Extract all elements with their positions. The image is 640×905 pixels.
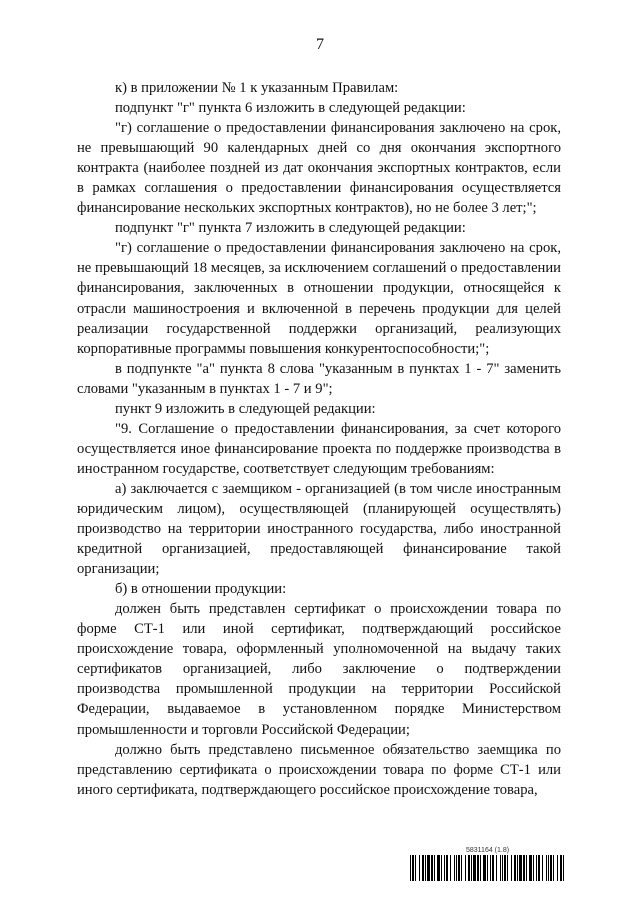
paragraph-10: б) в отношении продукции:	[115, 581, 287, 598]
paragraph-11: должен быть представлен сертификат о происхождении товара по форме СТ-1 или иной сертификат, подтверждающий российское происхождение товара, оформленный уполномоченной на выдачу таких сертификатов организацией, либо заключение о подтверждении производства промышленной продукции на территории Российской Федерации, выдаваемое в установленном порядке Министерством промышленности и торговли Российской Федерации;	[77, 601, 561, 738]
paragraph-8: "9. Соглашение о предоставлении финансирования, за счет которого осуществляется иное финансирование проекта по поддержке производства в иностранном государстве, соответствует следующим требованиям:	[77, 420, 561, 477]
document-code: 5831164 (1.8)	[466, 847, 510, 854]
page-number: 7	[316, 36, 324, 53]
paragraph-2: подпункт "г" пункта 6 изложить в следующей редакции:	[115, 100, 466, 117]
paragraph-3: "г) соглашение о предоставлении финансирования заключено на срок, не превышающий 90 календарных дней со дня окончания экспортного контракта (наиболее поздней из дат окончания экспортных контрактов, если в рамках соглашения о предоставлении финансирования осуществляется финансирование нескольких экспортных контрактов), но не более 3 лет;";	[77, 120, 561, 217]
paragraph-5: "г) соглашение о предоставлении финансирования заключено на срок, не превышающий 18 месяцев, за исключением соглашений о предоставлении финансирования, заключенных в отношении продукции, относящейся к отрасли машиностроения и включенной в перечень продукции для целей реализации государственной поддержки организаций, реализующих корпоративные программы повышения конкурентоспособности;";	[77, 240, 561, 357]
paragraph-7: пункт 9 изложить в следующей редакции:	[115, 400, 376, 417]
paragraph-12: должно быть представлено письменное обязательство заемщика по представлению сертификата о происхождении товара по форме СТ-1 или иного сертификата, подтверждающего российское происхождение товара,	[77, 741, 561, 798]
barcode-icon	[410, 855, 566, 881]
paragraph-1: к) в приложении № 1 к указанным Правилам:	[115, 80, 399, 96]
paragraph-6: в подпункте "а" пункта 8 слова "указанным в пунктах 1 - 7" заменить словами "указанным в пунктах 1 - 7 и 9";	[77, 360, 561, 397]
paragraph-4: подпункт "г" пункта 7 изложить в следующей редакции:	[115, 220, 466, 237]
paragraph-9: а) заключается с заемщиком - организацией (в том числе иностранным юридическим лицом), осуществляющей (планирующей осуществлять) производство на территории иностранного государства, либо иностранной кредитной организацией, предоставляющей финансирование такой организации;	[77, 480, 561, 578]
document-body	[77, 78, 561, 800]
